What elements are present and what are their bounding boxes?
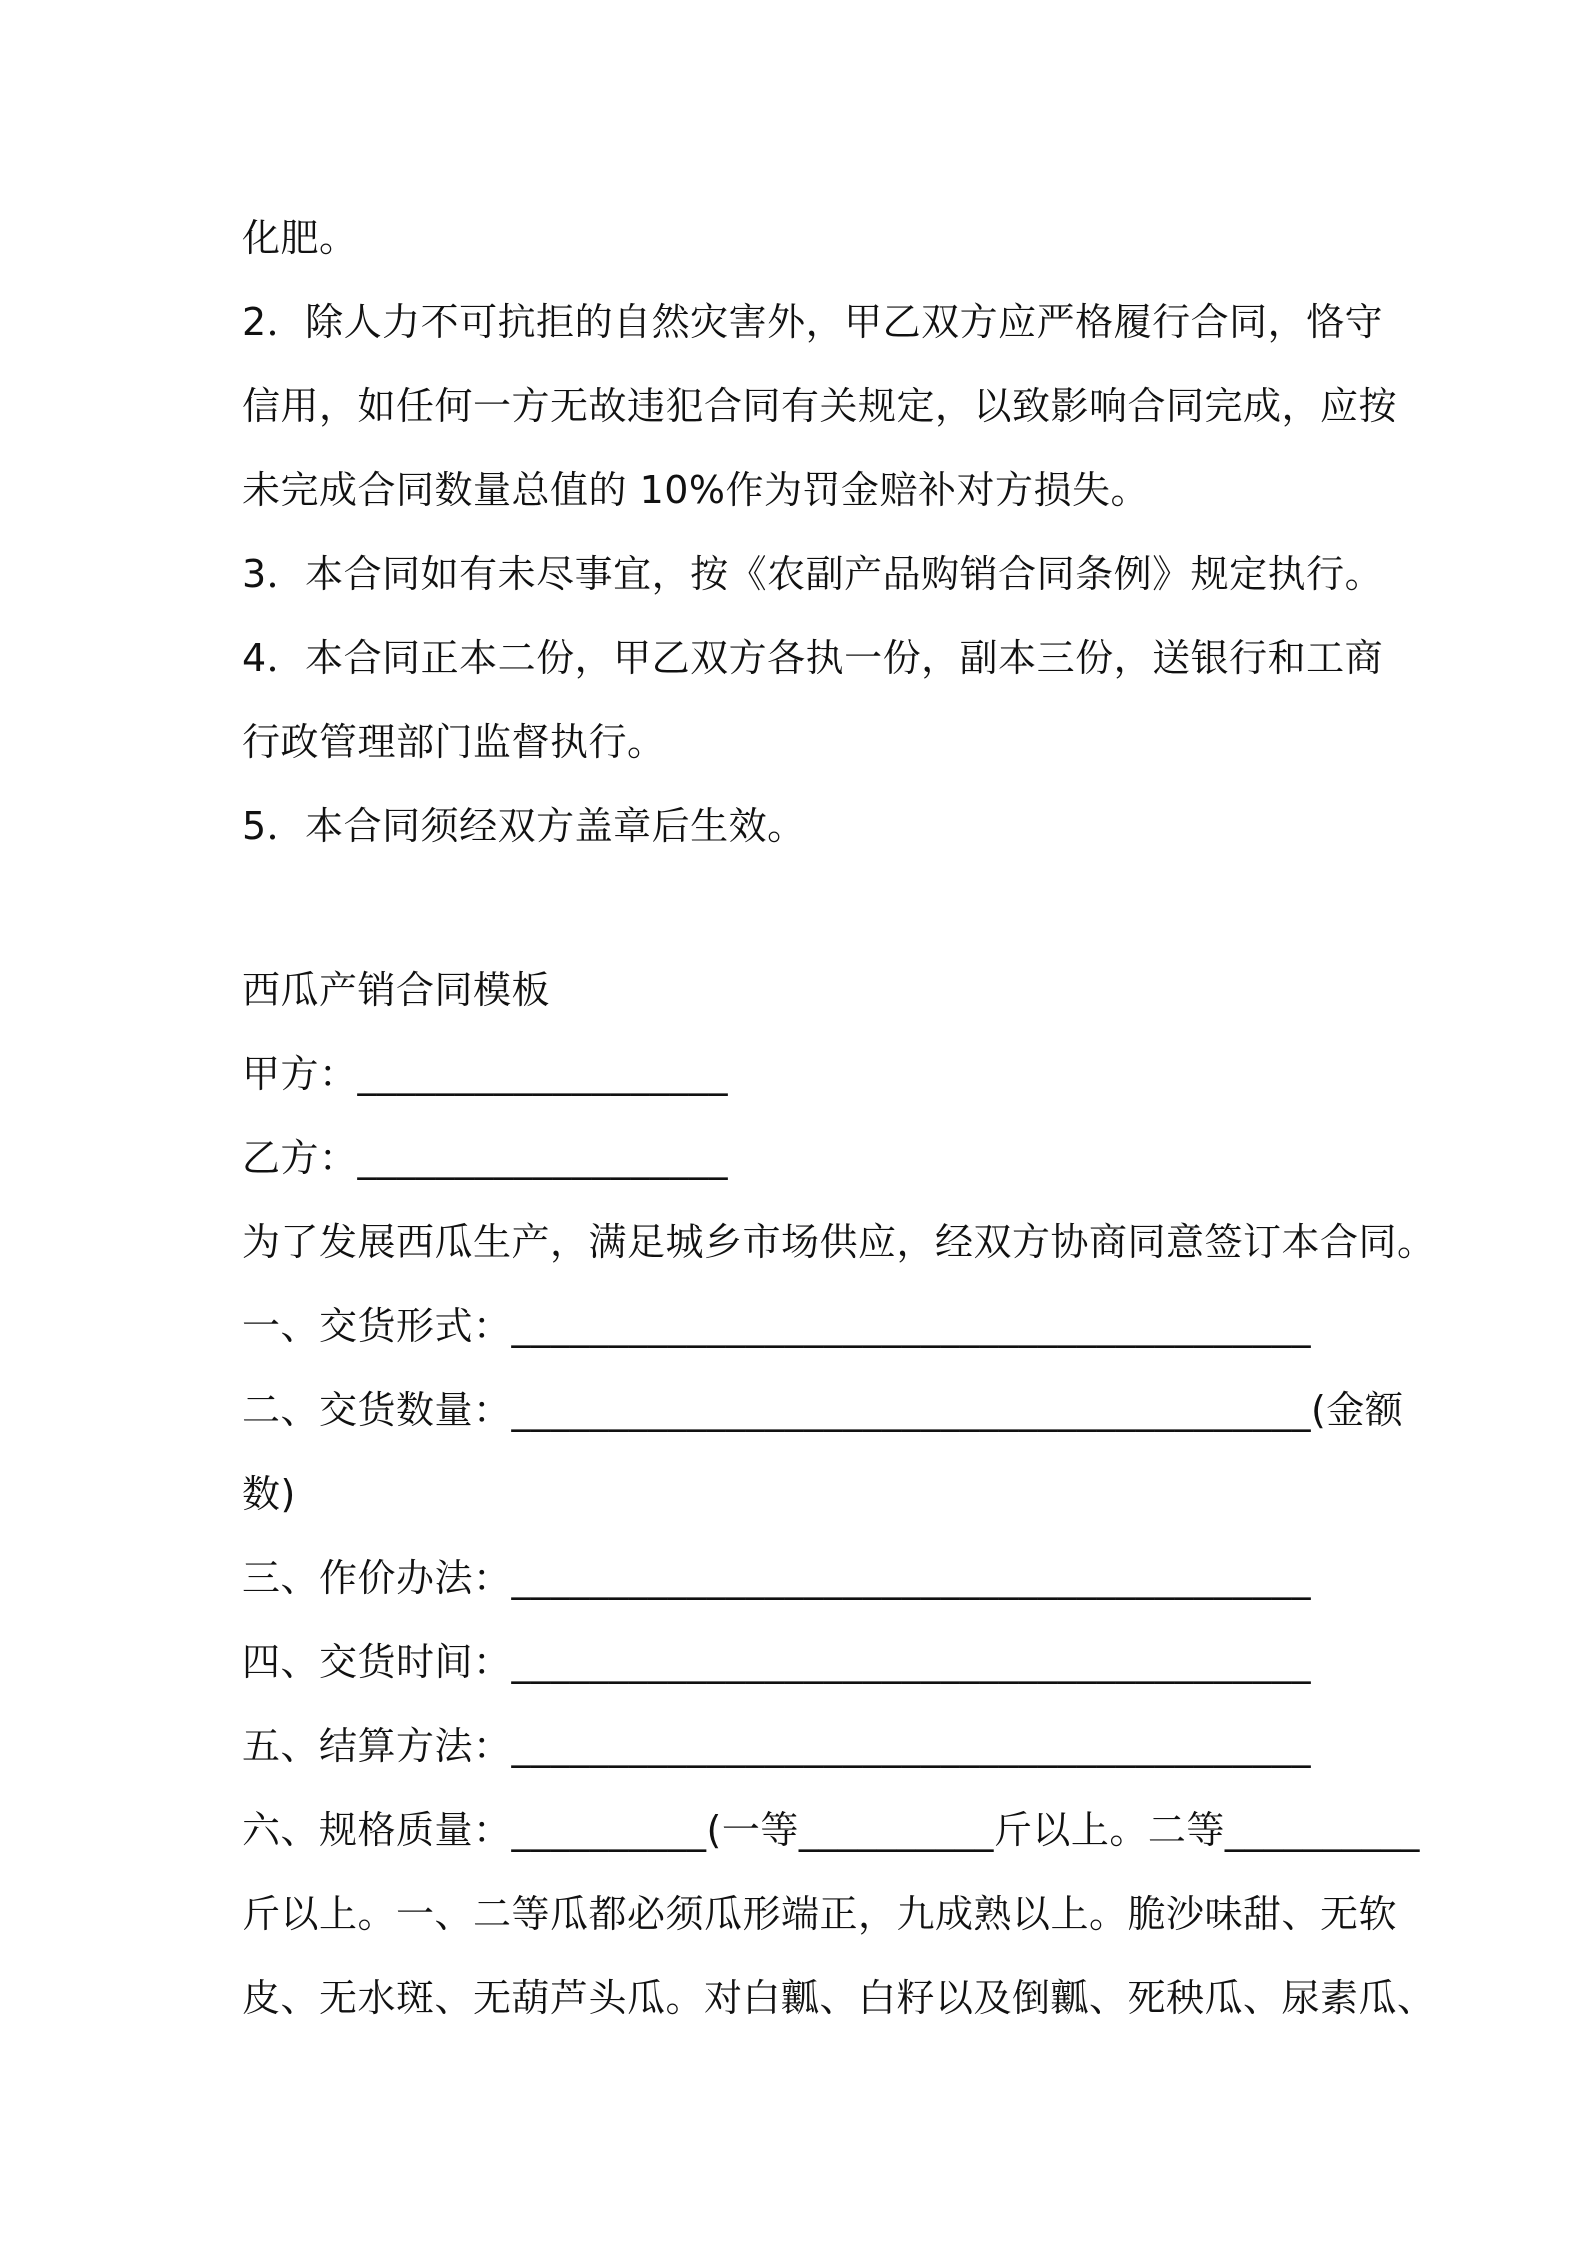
clause-5: 5．本合同须经双方盖章后生效。 [242,804,806,848]
party-b-line: 乙方：___________________ [242,1136,729,1180]
text-line: 化肥。 [242,216,358,260]
item-delivery-time: 四、交货时间：_________________________________________ [242,1640,1312,1684]
item-spec-quality-cont-1: 斤以上。一、二等瓜都必须瓜形端正，九成熟以上。脆沙味甜、无软 [242,1892,1398,1936]
item-spec-quality: 六、规格质量：__________(一等__________斤以上。二等__________ [242,1808,1420,1852]
clause-2-line-2: 信用，如任何一方无故违犯合同有关规定，以致影响合同完成，应按 [242,384,1398,428]
party-a-line: 甲方：___________________ [242,1052,729,1096]
clause-4-line-1: 4．本合同正本二份，甲乙双方各执一份，副本三份，送银行和工商 [242,636,1384,680]
clause-2-line-1: 2．除人力不可抗拒的自然灾害外，甲乙双方应严格履行合同，恪守 [242,300,1384,344]
clause-4-line-2: 行政管理部门监督执行。 [242,720,666,764]
clause-3: 3．本合同如有未尽事宜，按《农副产品购销合同条例》规定执行。 [242,552,1384,596]
preamble: 为了发展西瓜生产，满足城乡市场供应，经双方协商同意签订本合同。 [242,1220,1436,1264]
item-settlement-method: 五、结算方法：_________________________________________ [242,1724,1312,1768]
contract-title: 西瓜产销合同模板 [242,968,551,1012]
item-delivery-quantity: 二、交货数量：_________________________________________(金额 [242,1388,1404,1432]
item-delivery-form: 一、交货形式：_________________________________________ [242,1304,1312,1348]
item-delivery-quantity-cont: 数) [242,1472,296,1516]
clause-2-line-3: 未完成合同数量总值的 10%作为罚金赔补对方损失。 [242,468,1150,512]
item-spec-quality-cont-2: 皮、无水斑、无葫芦头瓜。对白瓤、白籽以及倒瓤、死秧瓜、尿素瓜、 [242,1976,1436,2020]
section-gap [242,868,1362,948]
item-pricing-method: 三、作价办法：_________________________________________ [242,1556,1312,1600]
document-page [242,196,1436,2040]
